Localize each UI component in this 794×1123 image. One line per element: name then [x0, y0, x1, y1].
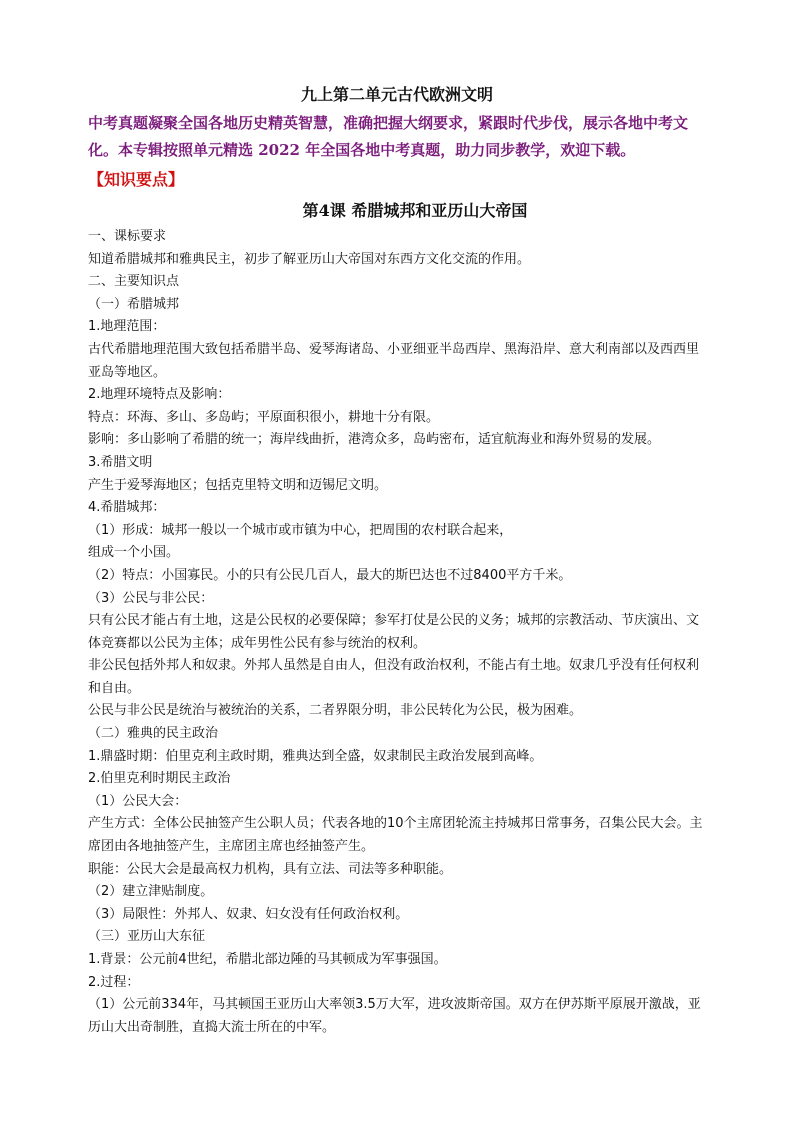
body-line: 3.希腊文明: [88, 454, 153, 470]
body-line: 特点：环海、多山、多岛屿；平原面积很小，耕地十分有限。: [88, 409, 440, 425]
body-line: （2）特点：小国寡民。小的只有公民几百人，最大的斯巴达也不过8400平方千米。: [88, 567, 572, 583]
body-line: 公民与非公民是统治与被统治的关系，二者界限分明，非公民转化为公民，极为困难。: [88, 703, 583, 719]
body-line: 1.背景：公元前4世纪，希腊北部边陲的马其顿成为军事强国。: [88, 952, 447, 967]
body-line: （1）公元前334年，马其顿国王亚历山大率领3.5万大军，进攻波斯帝国。双方在伊苏斯平原展开激战，亚历山大出奇制胜，直捣大流士所在的中军。: [88, 997, 701, 1035]
body-line: 知道希腊城邦和雅典民主，初步了解亚历山大帝国对东西方文化交流的作用。: [88, 251, 531, 267]
body-line: 古代希腊地理范围大致包括希腊半岛、爱琴海诸岛、小亚细亚半岛西岸、黑海沿岸、意大利南部以及西西里亚岛等地区。: [88, 341, 700, 380]
body-line: （1）形成：城邦一般以一个城市或市镇为中心，把周围的农村联合起来，: [88, 522, 513, 538]
document-page: [88, 84, 706, 1039]
body-line: 4.希腊城邦：: [88, 500, 166, 516]
body-line: 影响：多山影响了希腊的统一；海岸线曲折，港湾众多，岛屿密布，适宜航海业和海外贸易的发展。: [88, 432, 661, 448]
body-line: 2.地理环境特点及影响：: [88, 387, 231, 403]
body-line: （3）局限性：外邦人、奴隶、妇女没有任何政治权利。: [88, 906, 409, 922]
body-line: 产生于爱琴海地区；包括克里特文明和迈锡尼文明。: [88, 477, 388, 493]
body-line: 职能：公民大会是最高权力机构，具有立法、司法等多种职能。: [88, 861, 453, 877]
body-line: 2.伯里克利时期民主政治: [88, 771, 231, 787]
body-line: （二）雅典的民主政治: [88, 726, 219, 742]
body-line: （3）公民与非公民：: [88, 590, 214, 606]
body-line: 非公民包括外邦人和奴隶。外邦人虽然是自由人，但没有政治权利，不能占有土地。奴隶几乎没有任何权利和自由。: [88, 658, 700, 696]
body-line: （1）公民大会：: [88, 793, 188, 809]
body-line: 一、课标要求: [88, 229, 167, 244]
body-line: 2.过程：: [88, 974, 140, 990]
body-line: （三）亚历山大东征: [88, 929, 206, 945]
body-line: 二、主要知识点: [88, 274, 180, 290]
body-line: 组成一个小国。: [88, 545, 180, 561]
body-line: 1.地理范围：: [88, 319, 166, 335]
body-line: （一）希腊城邦: [88, 296, 180, 312]
body-line: 产生方式：全体公民抽签产生公职人员；代表各地的10个主席团轮流主持城邦日常事务，召集公民大会。主席团由各地抽签产生，主席团主席也经抽签产生。: [88, 816, 703, 855]
body-line: （2）建立津贴制度。: [88, 884, 214, 900]
body-line: 1.鼎盛时期：伯里克利主政时期，雅典达到全盛，奴隶制民主政治发展到高峰。: [88, 748, 543, 764]
section-tag: 【知识要点】: [88, 170, 185, 189]
intro-paragraph: 中考真题凝聚全国各地历史精英智慧，准确把握大纲要求，紧跟时代步伐，展示各地中考文化。本专辑按照单元精选 2022 年全国各地中考真题，助力同步教学，欢迎下载。: [88, 114, 689, 159]
document-title: 九上第二单元古代欧洲文明: [300, 85, 493, 104]
body-text: [88, 226, 706, 1039]
body-line: 只有公民才能占有土地，这是公民权的必要保障；参军打仗是公民的义务；城邦的宗教活动、节庆演出、文体竞赛都以公民为主体；成年男性公民有参与统治的权利。: [88, 613, 700, 651]
lesson-title: 第4课 希腊城邦和亚历山大帝国: [302, 201, 528, 220]
